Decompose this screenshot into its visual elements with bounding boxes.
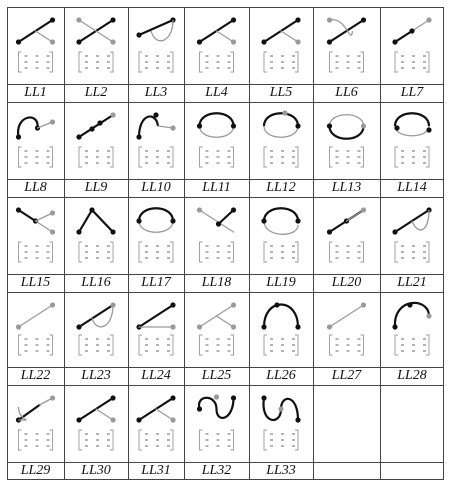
light-link	[200, 147, 203, 167]
joint-node	[231, 17, 236, 22]
joint-node	[50, 17, 55, 22]
light-link	[50, 147, 53, 167]
joint-node	[16, 134, 21, 139]
joint-node	[392, 39, 397, 44]
joint-node	[409, 28, 414, 33]
joint-node	[76, 39, 81, 44]
light-link	[96, 409, 113, 420]
linkage-label: LL6	[335, 85, 358, 100]
light-link	[79, 430, 82, 450]
dark-link	[92, 210, 113, 232]
joint-node	[89, 207, 94, 212]
light-link	[170, 335, 173, 355]
light-link	[361, 147, 364, 167]
linkage-label: LL1	[24, 85, 47, 100]
dark-link	[219, 210, 234, 224]
light-link	[330, 115, 364, 126]
linkage-cell	[136, 302, 175, 355]
joint-node	[231, 123, 236, 128]
joint-node	[89, 126, 94, 131]
light-link	[79, 52, 82, 72]
joint-node	[361, 207, 366, 212]
light-link	[231, 430, 234, 450]
light-link	[231, 335, 234, 355]
dark-link	[18, 117, 38, 137]
light-link	[200, 430, 203, 450]
linkage-cell	[394, 113, 431, 167]
light-link	[426, 335, 429, 355]
linkage-label: LL13	[331, 180, 362, 195]
light-link	[395, 126, 429, 136]
light-link	[50, 430, 53, 450]
joint-node	[76, 324, 81, 329]
light-link	[395, 147, 398, 167]
linkage-cell	[76, 302, 115, 355]
dark-link	[139, 208, 173, 221]
light-link	[347, 210, 364, 221]
linkage-label: LL26	[266, 368, 296, 383]
linkage-cell	[76, 112, 115, 167]
linkage-cell	[327, 302, 366, 355]
dark-link	[79, 210, 92, 232]
dark-link	[395, 31, 412, 42]
linkage-label: LL21	[397, 275, 427, 290]
joint-node	[50, 395, 55, 400]
joint-node	[327, 17, 332, 22]
linkage-cell	[327, 17, 366, 72]
dark-link	[139, 116, 158, 137]
joint-node	[197, 406, 202, 411]
light-link	[231, 242, 234, 262]
linkage-cell	[392, 17, 431, 72]
joint-node	[261, 39, 266, 44]
light-link	[79, 147, 82, 167]
linkage-cell	[327, 207, 366, 262]
linkage-cell	[76, 395, 115, 450]
linkage-cell	[16, 117, 55, 167]
dark-link	[200, 113, 234, 126]
linkage-label: LL25	[201, 368, 232, 383]
light-link	[395, 52, 398, 72]
linkage-cell	[76, 207, 115, 262]
light-link	[19, 305, 53, 327]
light-link	[139, 147, 142, 167]
joint-node	[50, 302, 55, 307]
joint-node	[327, 324, 332, 329]
light-link	[151, 20, 173, 41]
joint-node	[295, 417, 300, 422]
light-link	[139, 335, 142, 355]
light-link	[330, 335, 333, 355]
joint-node	[392, 324, 397, 329]
linkage-label: LL5	[269, 85, 293, 100]
linkage-cell	[197, 17, 236, 72]
joint-node	[16, 324, 21, 329]
joint-node	[214, 394, 219, 399]
joint-node	[110, 417, 115, 422]
linkage-cell	[261, 395, 300, 450]
light-link	[330, 305, 364, 327]
light-link	[200, 335, 203, 355]
joint-node	[136, 32, 141, 37]
dark-link	[79, 115, 113, 137]
joint-node	[170, 302, 175, 307]
linkage-cell	[197, 207, 236, 262]
light-link	[264, 147, 267, 167]
linkage-label: LL15	[20, 275, 51, 290]
joint-node	[170, 417, 175, 422]
joint-node	[392, 229, 397, 234]
light-link	[110, 430, 113, 450]
table-border	[8, 8, 444, 480]
joint-node	[197, 207, 202, 212]
joint-node	[76, 17, 81, 22]
joint-node	[327, 229, 332, 234]
linkage-label: LL27	[331, 368, 362, 383]
dark-link	[139, 20, 173, 35]
dark-link	[330, 126, 364, 139]
light-link	[36, 221, 53, 232]
linkage-cell	[327, 115, 366, 167]
linkage-label: LL33	[266, 463, 296, 478]
light-link	[139, 52, 142, 72]
joint-node	[76, 229, 81, 234]
dark-link	[264, 113, 298, 126]
linkage-label: LL19	[266, 275, 296, 290]
linkage-label: LL4	[205, 85, 228, 100]
joint-node	[76, 134, 81, 139]
light-link	[264, 430, 267, 450]
joint-node	[261, 395, 266, 400]
joint-node	[170, 395, 175, 400]
dark-link	[330, 20, 364, 42]
linkage-cell	[197, 302, 236, 355]
light-link	[110, 52, 113, 72]
joint-node	[327, 39, 332, 44]
linkage-cell	[261, 302, 300, 355]
light-link	[295, 335, 298, 355]
linkage-label: LL7	[400, 85, 424, 100]
light-link	[139, 430, 142, 450]
joint-node	[231, 39, 236, 44]
light-link	[295, 52, 298, 72]
joint-node	[231, 324, 236, 329]
light-link	[19, 430, 22, 450]
linkage-cell	[264, 110, 301, 167]
joint-node	[136, 218, 141, 223]
light-link	[50, 242, 53, 262]
light-link	[361, 335, 364, 355]
linkage-table	[7, 7, 444, 480]
linkage-label: LL32	[201, 463, 232, 478]
joint-node	[394, 125, 399, 130]
joint-node	[216, 221, 221, 226]
linkage-cell	[392, 302, 431, 355]
joint-node	[295, 324, 300, 329]
light-link	[264, 52, 267, 72]
joint-node	[16, 207, 21, 212]
light-link	[19, 242, 22, 262]
linkage-cell	[197, 394, 236, 450]
light-link	[156, 409, 173, 420]
light-link	[264, 126, 298, 137]
joint-node	[170, 324, 175, 329]
joint-node	[153, 112, 158, 117]
linkage-cell	[136, 208, 175, 262]
linkage-label: LL29	[20, 463, 51, 478]
linkage-label: LL20	[331, 275, 362, 290]
linkage-cell	[136, 17, 175, 72]
dark-link	[264, 208, 298, 221]
light-link	[79, 335, 82, 355]
linkage-label: LL18	[201, 275, 232, 290]
table-lines	[7, 7, 444, 480]
joint-node	[361, 17, 366, 22]
linkage-label: LL17	[141, 275, 171, 290]
linkage-label: LL8	[24, 180, 47, 195]
light-link	[295, 242, 298, 262]
light-link	[79, 242, 82, 262]
linkage-label: LL31	[141, 463, 171, 478]
linkage-cell	[136, 395, 175, 450]
light-link	[19, 147, 22, 167]
linkage-label: LL28	[397, 368, 427, 383]
light-link	[110, 147, 113, 167]
light-link	[361, 52, 364, 72]
light-link	[200, 126, 234, 137]
dark-link	[264, 305, 298, 328]
light-link	[231, 52, 234, 72]
joint-node	[110, 395, 115, 400]
linkage-label: LL14	[397, 180, 427, 195]
light-link	[200, 242, 203, 262]
light-link	[295, 147, 298, 167]
light-link	[170, 430, 173, 450]
light-link	[110, 335, 113, 355]
linkage-label: LL2	[84, 85, 108, 100]
joint-node	[426, 313, 431, 318]
light-link	[19, 335, 22, 355]
joint-node	[197, 123, 202, 128]
linkage-label: LL10	[141, 180, 171, 195]
light-link	[217, 31, 234, 42]
light-link	[231, 147, 234, 167]
light-link	[36, 213, 53, 221]
joint-node	[295, 218, 300, 223]
joint-node	[261, 324, 266, 329]
joint-node	[50, 229, 55, 234]
joint-node	[295, 39, 300, 44]
joint-node	[426, 17, 431, 22]
joint-node	[50, 119, 55, 124]
light-link	[139, 221, 173, 232]
dark-link	[199, 398, 234, 418]
light-link	[36, 31, 53, 42]
light-link	[281, 31, 298, 42]
linkage-cell	[136, 112, 175, 167]
joint-node	[295, 123, 300, 128]
light-link	[217, 316, 234, 327]
joint-node	[16, 39, 21, 44]
linkage-cell	[16, 395, 55, 450]
joint-node	[136, 417, 141, 422]
light-link	[361, 242, 364, 262]
light-link	[395, 242, 398, 262]
light-link	[395, 335, 398, 355]
joint-node	[361, 302, 366, 307]
linkage-cell	[261, 17, 300, 72]
linkage-cell	[261, 208, 300, 262]
light-link	[170, 147, 173, 167]
joint-node	[170, 218, 175, 223]
joint-node	[407, 302, 412, 307]
linkage-label: LL16	[81, 275, 111, 290]
joint-node	[76, 417, 81, 422]
joint-node	[110, 39, 115, 44]
linkage-cell	[16, 17, 55, 72]
light-link	[264, 221, 298, 234]
joint-node	[278, 406, 283, 411]
joint-node	[97, 120, 102, 125]
dark-link	[395, 113, 429, 126]
light-link	[426, 242, 429, 262]
light-link	[170, 242, 173, 262]
light-link	[330, 52, 333, 72]
joint-node	[231, 395, 236, 400]
light-link	[330, 20, 353, 36]
dark-link	[19, 210, 36, 221]
light-link	[295, 430, 298, 450]
joint-node	[295, 17, 300, 22]
linkage-label: LL22	[20, 368, 51, 383]
light-link	[19, 52, 22, 72]
linkage-cell	[76, 17, 115, 72]
joint-node	[50, 39, 55, 44]
light-link	[330, 147, 333, 167]
linkage-label: LL9	[84, 180, 108, 195]
light-link	[110, 242, 113, 262]
joint-node	[426, 127, 431, 132]
dark-link	[139, 305, 173, 327]
joint-node	[274, 302, 279, 307]
light-link	[426, 52, 429, 72]
light-link	[264, 335, 267, 355]
linkage-label: LL11	[202, 180, 231, 195]
joint-node	[231, 207, 236, 212]
joint-node	[136, 134, 141, 139]
linkage-cell	[16, 207, 55, 262]
joint-node	[50, 210, 55, 215]
joint-node	[110, 229, 115, 234]
linkage-cell	[16, 302, 55, 355]
joint-node	[282, 110, 287, 115]
light-link	[426, 147, 429, 167]
light-link	[330, 242, 333, 262]
joint-node	[170, 125, 175, 130]
linkage-label: LL24	[141, 368, 171, 383]
linkage-label: LL12	[266, 180, 296, 195]
light-link	[264, 242, 267, 262]
joint-node	[110, 17, 115, 22]
light-link	[170, 52, 173, 72]
joint-node	[197, 324, 202, 329]
joint-node	[110, 112, 115, 117]
joint-node	[327, 123, 332, 128]
joint-node	[361, 123, 366, 128]
linkage-cell	[392, 207, 431, 262]
linkage-label: LL23	[81, 368, 111, 383]
joint-node	[261, 218, 266, 223]
linkage-label: LL30	[81, 463, 111, 478]
joint-node	[231, 302, 236, 307]
joint-node	[197, 39, 202, 44]
dark-link	[19, 405, 40, 420]
linkage-cell	[197, 113, 236, 167]
light-link	[50, 52, 53, 72]
light-link	[200, 52, 203, 72]
light-link	[139, 242, 142, 262]
light-link	[50, 335, 53, 355]
linkage-label: LL3	[144, 85, 168, 100]
